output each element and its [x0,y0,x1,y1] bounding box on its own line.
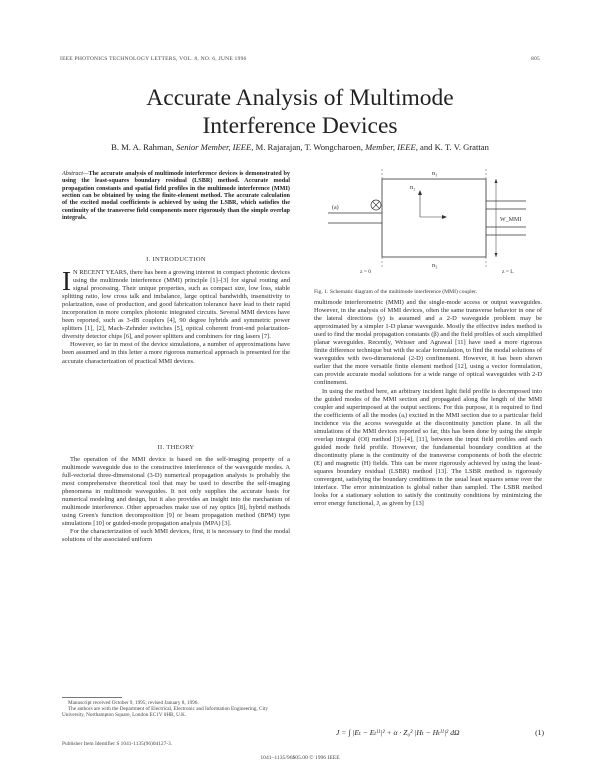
right-paragraph-1: multimode interferometric (MMI) and the single-mode access or output waveguides. However, in the analysis of MMI devices, often the same transverse behavior in one of the lateral directions (y) is assumed and a 2-D waveguide problem may be approximated by a simpler 1-D planar waveguide. Mostly the effective index method is used to find the modal propagation constants (β) and the field profiles of such simplified planar waveguides. Recently, Weisser and Agrawal [11] have used a more rigorous finite difference technique but with the scalar formulation, to find the modal solutions of waveguides with two-dimensional (2-D) confinement. However, it has been shown earlier that the more versatile finite element method [12], using a vector formulation, can provide accurate modal solutions for a wide range of optical waveguides with 2-D confinement. [314,299,542,387]
intro-paragraph-1-text: N RECENT YEARS, there has been a growing interest in compact photonic devices using the multimode interference (MMI) principle [1]–[3] for signal routing and signal processing. Their unique properties, such as compact size, low loss, stable splitting ratio, low cross talk and imbalance, large optical bandwidth, insensitivity to polarization, ease of production, and good fabrication tolerance have lead to their rapid incorporation in more complex photonic integrated circuits. Several MMI devices have been reported, such as 3-dB couplers [4], 90 degree hybrids and symmetric power splitters [1], [2], Mach–Zehnder switches [5], optical coherent front-end polarization-diversity detector chips [6], and power splitters and combiners for ring lasers [7]. [62,269,290,341]
theory-body [62,456,290,545]
abstract-text: The accurate analysis of multimode interference devices is demonstrated by using the least-squares boundary residual (LSBR) method. Accurate modal propagation constants and spatial field profiles in the multimode interference (MMI) section can be obtained by using the finite-element method. The accurate calculation of the excited modal coefficients is achieved by using the LSBR, which satisfies the continuity of the transverse field components more rigorously than the simple overlap integrals. [62,170,290,222]
author-role-b: Member, IEEE, [365,142,418,152]
right-paragraph-2: In using the method here, an arbitrary incident light field profile is decomposed into the guided modes of the MMI section and propagated along the length of the MMI coupler and superimposed at the output sections. For this purpose, it is required to find the coefficients of all the modes (aᵢ) excited in the MMI section due to a particular field incidence via the access waveguide at the discontinuity junction plane. In all the simulations of the MMI devices reported so far, this has been done by using the simple overlap integral (OI) method [3]–[4], [11], between the input field profiles and each guided mode field profile. However, the fundamental boundary condition at the discontinuity plane is the continuity of the transverse components of both the electric (E) and magnetic (H) fields. This can be more rigorously achieved by using the least-squares boundary residual (LSBR) method [13]. The LSBR method is rigorously convergent, satisfying the boundary conditions in the usual least squares sense over the interface. The error minimization is global rather than sampled. The LSBR method looks for a stationary solution to satisfy the continuity conditions by minimizing the error energy functional, J, as given by [13] [314,387,542,508]
mmi-schematic-figure [320,165,538,275]
abstract-label: Abstract— [62,170,89,177]
figure-caption: Fig. 1. Schematic diagram of the multimode interference (MMI) coupler. [314,289,478,295]
label-z-zero: z = 0 [360,269,372,275]
intro-paragraph-2: However, so far in most of the device simulations, a number of approximations have been assumed and in this letter a more rigorous numerical approach is presented for the accurate characterization of practical MMI devices. [62,341,290,365]
running-head [60,56,540,62]
introduction-body [62,266,290,366]
label-z-length: z = L [502,269,514,275]
theory-paragraph-1: The operation of the MMI device is based on the self-imaging property of a multimode waveguide due to the constructive interference of the waveguide modes. A full-vectorial three-dimensional (3-D) numerical propagation analysis is probably the most comprehensive theoretical tool that may be used to describe the self-imaging phenomena in multimode waveguides. It not only supplies the accurate basis for numerical modeling and design, but it also provides an insight into the mechanism of multimode interference. Other approaches make use of ray optics [8], hybrid methods using Green's function decomposition [9] or beam propagation method (BPM) type simulations [10] or guided-mode propagation analysis (MPA) [3]. [62,456,290,528]
footnotes [62,700,290,718]
issn-line: 1041–1135/96$05.00 © 1996 IEEE [260,755,340,761]
right-column-body [314,299,542,508]
footnote-affiliation: The authors are with the Department of Electrical, Electronic and Information Engineering, City University, Northampton Square, London EC1V 0HB, U.K. [62,706,268,719]
label-n2: n₂ [410,184,416,191]
section-heading-theory: II. THEORY [157,444,195,451]
equation-1 [336,728,544,737]
author-names-b: M. Rajarajan, T. Wongcharoen, [255,142,363,152]
equation-text: J = ∫ |Eₜ − Eₜᴵᴵ|² + α · Z₀² |Hₜ − Hₜᴵᴵ|² dΩ [336,728,460,737]
theory-paragraph-2: For the characterization of such MMI devices, first, it is necessary to find the modal solutions of the associated uniform [62,528,290,544]
width-arrowhead-bottom-icon [495,253,498,257]
paper-title [0,84,600,140]
intro-paragraph-1 [62,266,290,341]
drop-cap: I [62,266,71,296]
author-names-c: and K. T. V. Grattan [420,142,489,152]
label-n3: n₃ [432,262,438,269]
abstract [62,170,290,221]
width-arrowhead-top-icon [495,179,498,183]
label-mmi-width: W_MMI [500,217,522,223]
label-n1: n₁ [432,170,438,177]
title-line-2: Interference Devices [202,113,398,139]
section-heading-introduction: I. INTRODUCTION [146,256,206,263]
author-role-a: Senior Member, IEEE, [176,142,254,152]
equation-number: (1) [535,728,544,737]
mmi-section [382,179,486,257]
title-line-1: Accurate Analysis of Multimode [146,85,454,111]
author-names-a: B. M. A. Rahman, [111,142,174,152]
axis-z-arrowhead-icon [442,215,447,219]
axis-y-arrowhead-icon [418,190,422,195]
footnote-rule [62,697,122,698]
author-line [0,142,600,152]
label-input-field: (a) [332,205,339,211]
page-number: 805 [531,56,540,62]
publisher-item-id: Publisher Item Identifier S 1041-1135(96)04127-3. [62,741,173,747]
footnote-received: Manuscript received October 9, 1995; revised January 8, 1996. [68,700,199,706]
journal-header: IEEE PHOTONICS TECHNOLOGY LETTERS, VOL. 8, NO. 6, JUNE 1996 [60,56,247,62]
